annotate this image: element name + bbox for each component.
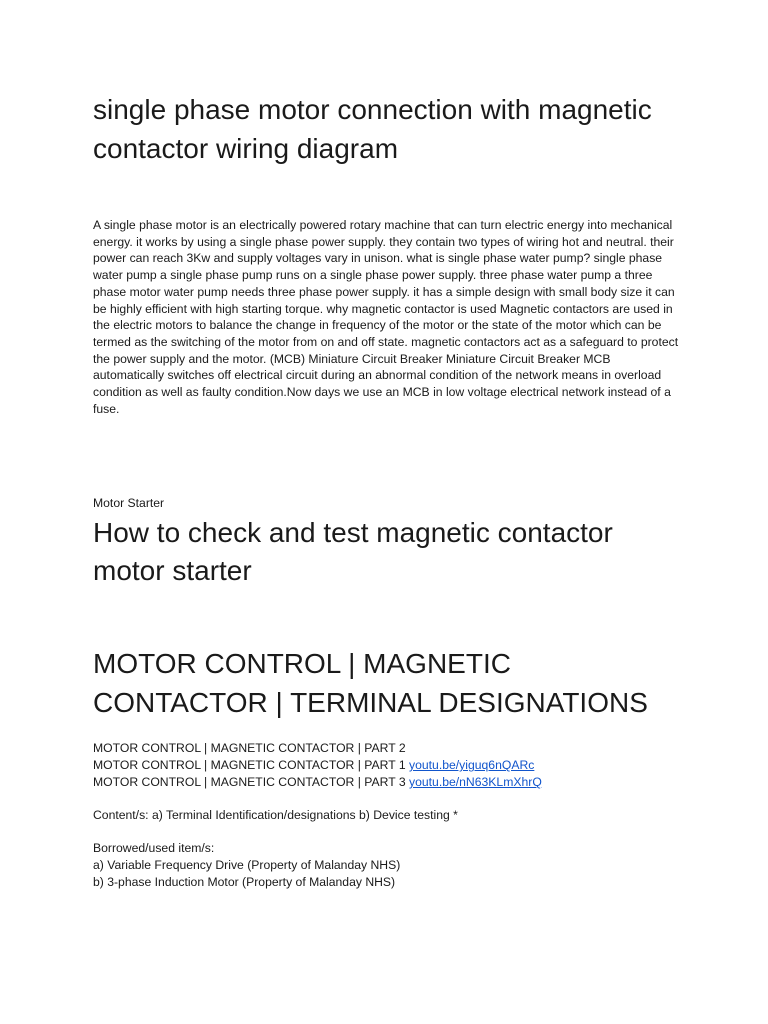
video-part-3-label: MOTOR CONTROL | MAGNETIC CONTACTOR | PART 3 — [93, 775, 410, 790]
borrowed-heading: Borrowed/used item/s: — [93, 841, 215, 856]
video-part-1 — [93, 757, 683, 774]
video-part-2 — [93, 740, 683, 757]
contents-line: Content/s: a) Terminal Identification/designations b) Device testing * — [93, 808, 458, 823]
video-part-3 — [93, 774, 683, 791]
section-title-motor-control: MOTOR CONTROL | MAGNETIC CONTACTOR | TERMINAL DESIGNATIONS — [93, 648, 648, 719]
video-part-1-label: MOTOR CONTROL | MAGNETIC CONTACTOR | PART 1 — [93, 758, 410, 773]
video-list — [93, 740, 683, 891]
video-part-1-link[interactable]: youtu.be/yiguq6nQARc — [409, 758, 535, 773]
video-part-2-label: MOTOR CONTROL | MAGNETIC CONTACTOR | PART 2 — [93, 741, 406, 756]
borrowed-item-b: b) 3-phase Induction Motor (Property of Malanday NHS) — [93, 875, 396, 890]
section-title-check-test: How to check and test magnetic contactor motor starter — [93, 517, 613, 587]
document-content — [93, 90, 683, 891]
borrowed-item-a: a) Variable Frequency Drive (Property of Malanday NHS) — [93, 858, 401, 873]
video-part-3-link[interactable]: youtu.be/nN63KLmXhrQ — [409, 775, 542, 790]
section-label-motor-starter: Motor Starter — [93, 496, 165, 511]
article-title: single phase motor connection with magnetic contactor wiring diagram — [93, 94, 652, 164]
article-body: A single phase motor is an electrically powered rotary machine that can turn electric energy into mechanical energy. it works by using a single phase power supply. they contain two types of wiring hot and neutral. their power can reach 3Kw and supply voltages vary in unison. what is single phase water pump? single phase water pump a single phase pump runs on a single phase power supply. three phase water pump a three phase motor water pump needs three phase power supply. it has a simple design with small body size it can be highly efficient with high starting torque. why magnetic contactor is used Magnetic contactors are used in the electric motors to balance the change in frequency of the motor or the state of the motor which can be termed as the switching of the motor from on and off state. magnetic contactors act as a safeguard to protect the power supply and the motor. (MCB) Miniature Circuit Breaker Miniature Circuit Breaker MCB automatically switches off electrical circuit during an abnormal condition of the network means in overload condition as well as faulty condition.Now days we use an MCB in low voltage electrical network instead of a fuse. — [93, 218, 679, 416]
